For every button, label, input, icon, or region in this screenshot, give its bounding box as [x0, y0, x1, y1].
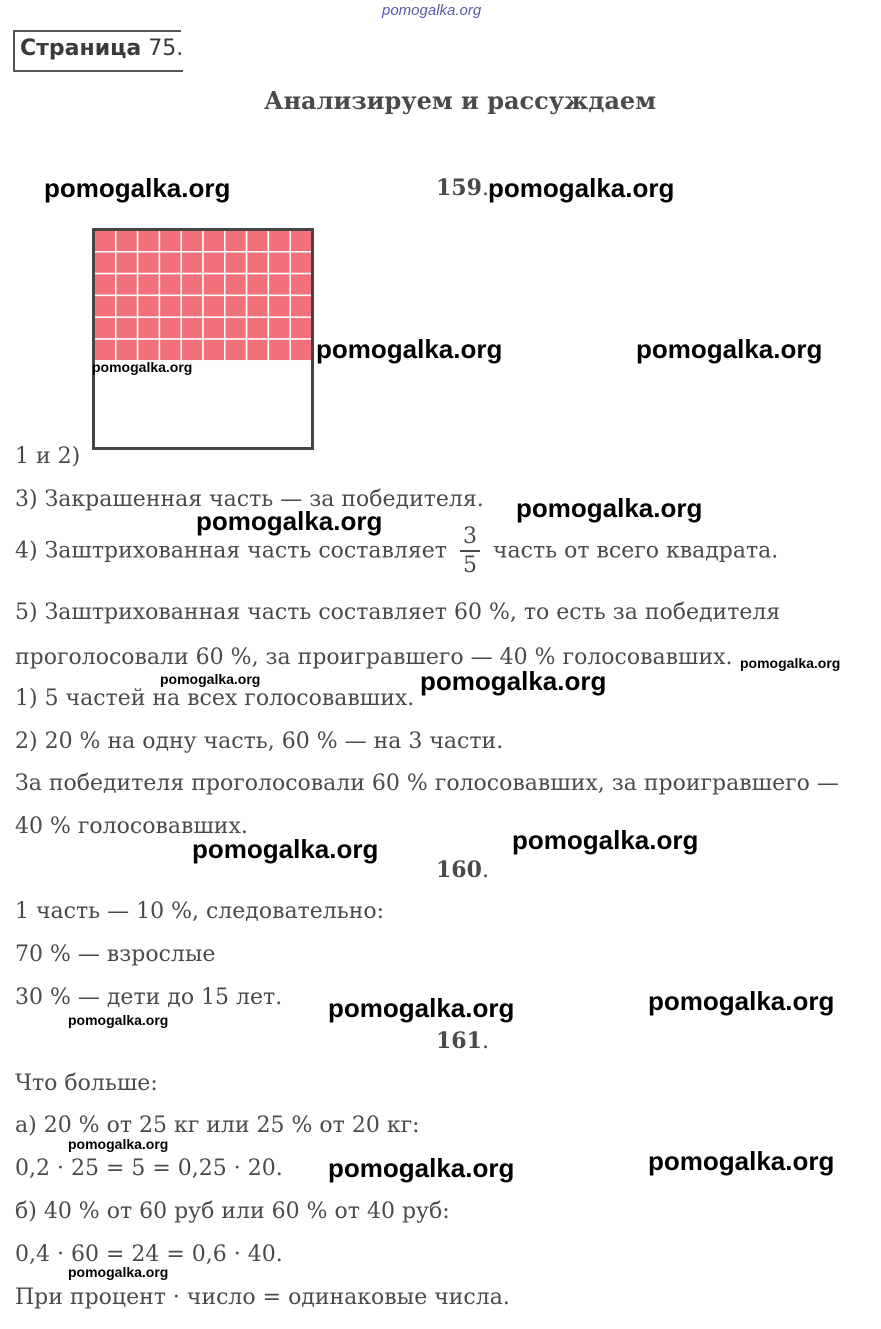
- filled-cell: [247, 295, 269, 317]
- filled-cell: [203, 274, 225, 296]
- filled-cell: [159, 295, 181, 317]
- watermark-small: pomogalka.org: [68, 1136, 169, 1152]
- filled-cell: [247, 317, 269, 339]
- watermark-small: pomogalka.org: [160, 671, 261, 687]
- watermark: pomogalka.org: [648, 1146, 835, 1176]
- filled-cell: [94, 274, 116, 296]
- filled-cell: [290, 339, 312, 361]
- filled-cell: [225, 339, 247, 361]
- t160-line-2: 70 % — взрослые: [15, 942, 216, 967]
- t159-line-4: 5) Заштрихованная часть составляет 60 %, то есть за победителя: [15, 600, 781, 625]
- filled-cell: [94, 295, 116, 317]
- filled-cell: [225, 274, 247, 296]
- page-label-number: 75.: [148, 36, 184, 61]
- filled-cell: [138, 339, 160, 361]
- filled-cell: [203, 295, 225, 317]
- t159-line-1: 1 и 2): [15, 444, 81, 469]
- task-160-number: 160.: [436, 857, 489, 883]
- t159-line-8: За победителя проголосовали 60 % голосовавших, за проигравшего —: [15, 771, 839, 796]
- filled-cell: [181, 274, 203, 296]
- filled-cell: [268, 339, 290, 361]
- filled-cell: [225, 295, 247, 317]
- watermark: pomogalka.org: [512, 825, 699, 855]
- watermark-small: pomogalka.org: [68, 1264, 169, 1280]
- watermark-small: pomogalka.org: [68, 1012, 169, 1028]
- filled-cell: [268, 230, 290, 252]
- filled-cell: [138, 295, 160, 317]
- fraction-denominator: 5: [462, 553, 477, 578]
- page-label: [20, 36, 183, 61]
- t159-line-5: проголосовали 60 %, за проигравшего — 40 % голосовавших.: [15, 645, 733, 670]
- t161-line-4: б) 40 % от 60 руб или 60 % от 40 руб:: [15, 1199, 450, 1224]
- page-label-word: Страница: [20, 36, 142, 61]
- section-title: Анализируем и рассуждаем: [263, 86, 657, 115]
- t159-line-7: 2) 20 % на одну часть, 60 % — на 3 части.: [15, 729, 504, 754]
- filled-cell: [290, 274, 312, 296]
- watermark: pomogalka.org: [328, 993, 515, 1023]
- filled-cell: [116, 274, 138, 296]
- t161-line-5: 0,4 · 60 = 24 = 0,6 · 40.: [15, 1242, 283, 1267]
- filled-cell: [247, 274, 269, 296]
- filled-cell: [138, 317, 160, 339]
- watermark-small: pomogalka.org: [740, 655, 841, 671]
- t159-line-9: 40 % голосовавших.: [15, 814, 248, 839]
- filled-cell: [247, 339, 269, 361]
- filled-cell: [290, 317, 312, 339]
- filled-cell: [181, 252, 203, 274]
- filled-cell: [116, 295, 138, 317]
- t161-line-2: а) 20 % от 25 кг или 25 % от 20 кг:: [15, 1113, 420, 1138]
- page-label-underline: [13, 70, 183, 72]
- filled-cell: [94, 317, 116, 339]
- t159-line-6: 1) 5 частей на всех голосовавших.: [15, 686, 415, 711]
- filled-cell: [116, 317, 138, 339]
- filled-cell: [203, 230, 225, 252]
- filled-cell: [159, 339, 181, 361]
- filled-cell: [268, 252, 290, 274]
- watermark: pomogalka.org: [328, 1153, 515, 1183]
- t159-line-2: 3) Закрашенная часть — за победителя.: [15, 487, 484, 512]
- t161-line-3: 0,2 · 25 = 5 = 0,25 · 20.: [15, 1156, 283, 1181]
- watermark: pomogalka.org: [420, 666, 607, 696]
- filled-cell: [225, 317, 247, 339]
- filled-cell: [116, 339, 138, 361]
- filled-cell: [181, 339, 203, 361]
- filled-cell: [290, 295, 312, 317]
- watermark: pomogalka.org: [44, 173, 231, 203]
- t159-line-3-pre: 4) Заштрихованная часть составляет: [15, 538, 447, 564]
- voting-square-diagram: [92, 228, 314, 450]
- filled-cell: [181, 317, 203, 339]
- filled-cell: [225, 252, 247, 274]
- t159-line-3-post: часть от всего квадрата.: [492, 538, 779, 564]
- filled-cell: [225, 230, 247, 252]
- fraction-three-fifths: [460, 526, 480, 577]
- filled-cell: [116, 252, 138, 274]
- filled-cell: [138, 230, 160, 252]
- filled-cell: [159, 252, 181, 274]
- filled-cell: [94, 252, 116, 274]
- filled-cell: [116, 230, 138, 252]
- task-161-number: 161.: [436, 1028, 489, 1054]
- filled-cell: [94, 339, 116, 361]
- t159-line-3: [15, 526, 778, 577]
- t160-line-3: 30 % — дети до 15 лет.: [15, 985, 283, 1010]
- filled-cell: [138, 274, 160, 296]
- watermark: pomogalka.org: [516, 493, 703, 523]
- t160-line-1: 1 часть — 10 %, следовательно:: [15, 899, 385, 924]
- site-url-header[interactable]: pomogalka.org: [382, 2, 482, 19]
- task-159-number: 159.: [436, 175, 489, 201]
- filled-cell: [247, 252, 269, 274]
- filled-cell: [268, 295, 290, 317]
- filled-cell: [268, 274, 290, 296]
- filled-cell: [159, 274, 181, 296]
- filled-cell: [203, 339, 225, 361]
- watermark: pomogalka.org: [196, 506, 383, 536]
- filled-cell: [94, 230, 116, 252]
- filled-cell: [290, 230, 312, 252]
- watermark-small: pomogalka.org: [92, 359, 193, 375]
- filled-cell: [203, 317, 225, 339]
- filled-cell: [181, 295, 203, 317]
- filled-cell: [290, 252, 312, 274]
- filled-cell: [181, 230, 203, 252]
- t161-line-6: При процент · число = одинаковые числа.: [15, 1285, 510, 1310]
- filled-cell: [159, 317, 181, 339]
- fraction-numerator: 3: [460, 526, 480, 552]
- watermark: pomogalka.org: [316, 334, 503, 364]
- watermark: pomogalka.org: [488, 173, 675, 203]
- grid-svg: [92, 228, 314, 450]
- t161-line-1: Что больше:: [15, 1071, 158, 1096]
- watermark: pomogalka.org: [192, 834, 379, 864]
- filled-cell: [138, 252, 160, 274]
- filled-cell: [203, 252, 225, 274]
- filled-cell: [247, 230, 269, 252]
- watermark: pomogalka.org: [648, 986, 835, 1016]
- filled-cell: [159, 230, 181, 252]
- watermark: pomogalka.org: [636, 334, 823, 364]
- filled-cell: [268, 317, 290, 339]
